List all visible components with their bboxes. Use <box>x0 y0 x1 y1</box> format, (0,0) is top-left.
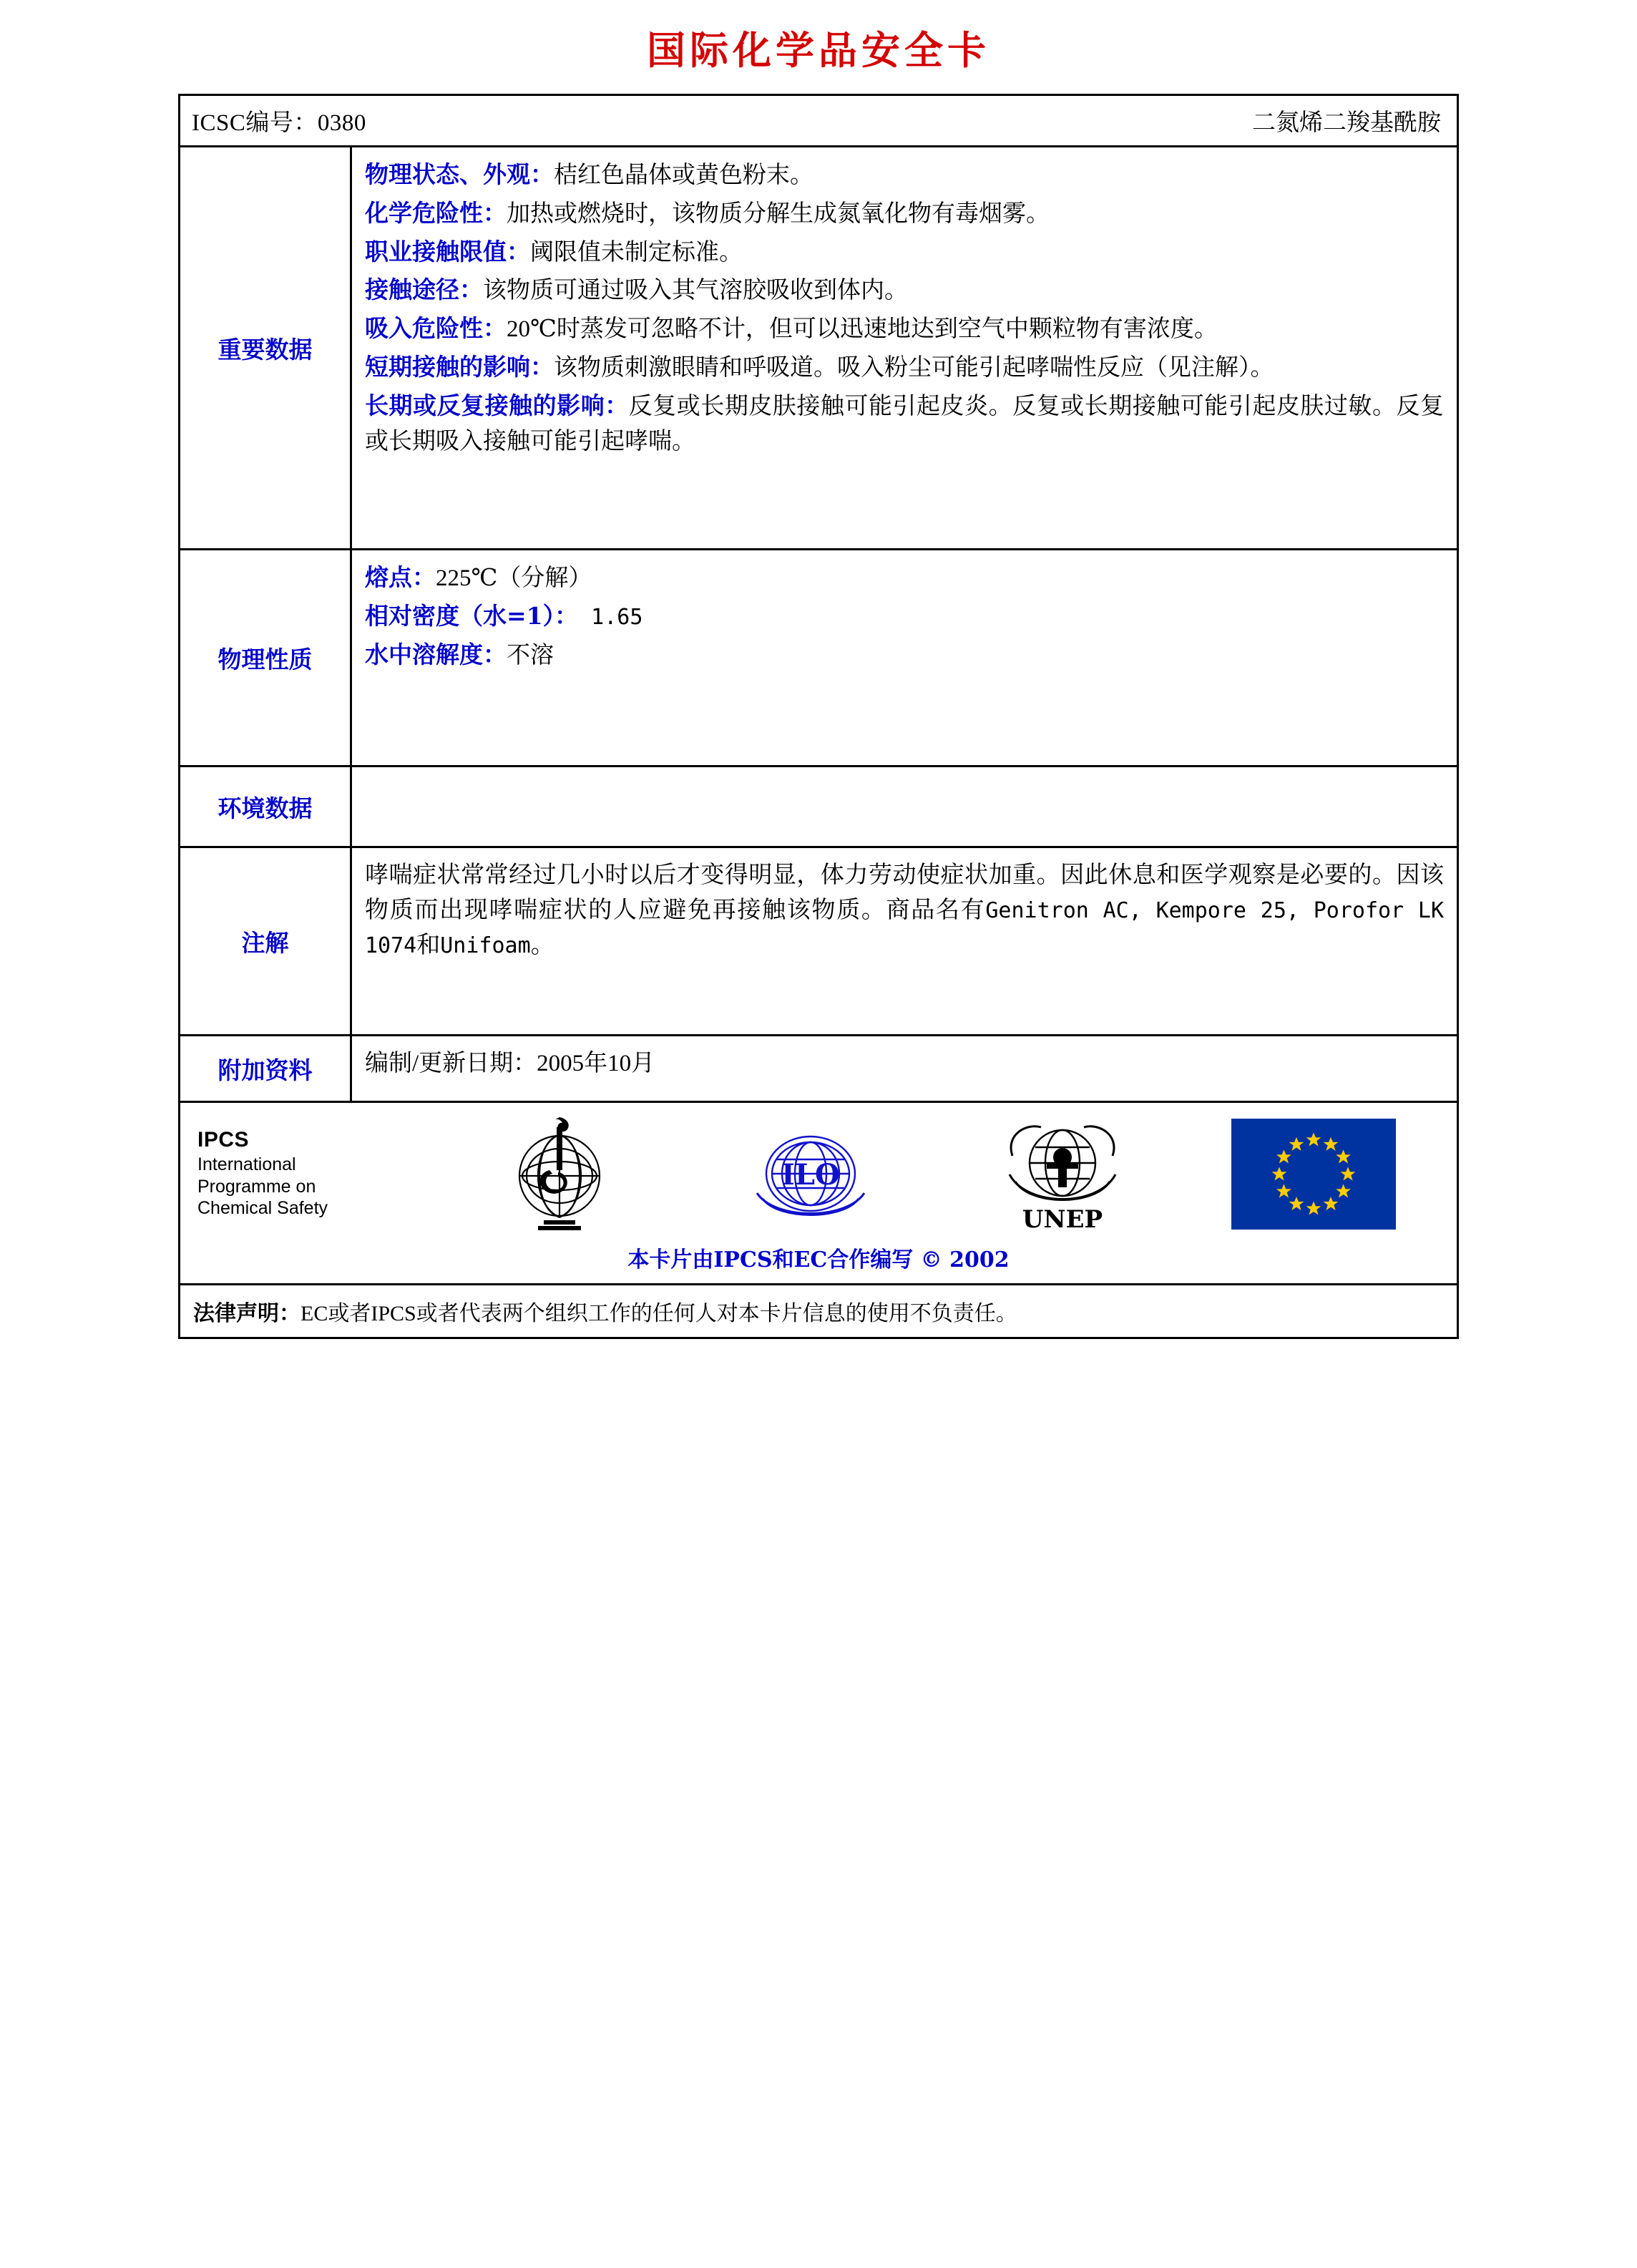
unep-logo-slot <box>937 1113 1188 1235</box>
ilo-logo <box>736 1113 886 1235</box>
who-logo <box>488 1113 631 1235</box>
section-notes <box>180 848 1457 1036</box>
ipcs-acronym: IPCS <box>197 1128 250 1152</box>
section-content-environmental-data <box>352 767 1457 846</box>
ipcs-text-block <box>197 1128 434 1220</box>
section-label-additional-info: 附加资料 <box>180 1036 352 1101</box>
legal-notice <box>180 1285 1457 1337</box>
entry-term: 长期或反复接触的影响： <box>365 391 629 419</box>
entry-term: 化学危险性： <box>365 198 507 227</box>
entry-term: 编制/更新日期： <box>365 1051 537 1076</box>
entry-physical-state <box>365 157 1444 193</box>
entry-routes-of-exposure <box>365 273 1444 308</box>
section-label-important-data: 重要数据 <box>180 147 352 548</box>
entry-chemical-dangers <box>365 196 1444 232</box>
icsc-number: 0380 <box>317 110 366 136</box>
entry-term: 相对密度（水=1）： <box>365 601 579 630</box>
entry-text: 不溶 <box>507 642 554 668</box>
page <box>0 20 1637 1339</box>
ilo-logo-slot <box>685 1113 937 1235</box>
icsc-card <box>178 94 1459 1339</box>
entry-term: 熔点： <box>365 563 436 591</box>
section-content-additional-info <box>352 1036 1457 1101</box>
footer-logos-top <box>180 1103 1457 1237</box>
footer-logos-row <box>180 1103 1457 1285</box>
section-physical-properties <box>180 550 1457 767</box>
entry-term: 职业接触限值： <box>365 237 530 266</box>
icsc-number-block <box>192 104 366 137</box>
entry-inhalation-risk <box>365 311 1444 347</box>
eu-flag <box>1231 1119 1396 1230</box>
notes-paragraph <box>365 858 1444 963</box>
entry-text: 加热或燃烧时，该物质分解生成氮氧化物有毒烟雾。 <box>507 200 1050 227</box>
unep-label: UNEP <box>1022 1205 1103 1234</box>
section-important-data <box>180 147 1457 550</box>
entry-text: 该物质可通过吸入其气溶胶吸收到体内。 <box>483 278 908 304</box>
entry-text: 1.65 <box>578 604 643 630</box>
entry-relative-density <box>365 599 1444 635</box>
entry-term: 物理状态、外观： <box>365 160 554 188</box>
footer-logos-inner <box>180 1103 1457 1283</box>
page-title: 国际化学品安全卡 <box>647 27 990 73</box>
section-environmental-data <box>180 767 1457 848</box>
entry-term: 短期接触的影响： <box>365 353 554 381</box>
entry-term: 吸入危险性： <box>365 314 507 343</box>
notes-text: 哮喘症状常常经过几小时以后才变得明显，体力劳动使症状加重。因此休息和医学观察是必要的。因该物质而出现哮喘症状的人应避免再接触该物质。商品名有 <box>365 862 1444 923</box>
entry-term: 水中溶解度： <box>365 640 507 668</box>
section-label-environmental-data: 环境数据 <box>180 767 352 846</box>
who-logo-slot <box>434 1113 685 1235</box>
notes-text-tail: 和 <box>416 932 441 958</box>
notes-text-end: 。 <box>530 932 554 958</box>
entry-text: 225℃（分解） <box>436 565 592 591</box>
entry-text: 2005年10月 <box>537 1051 655 1076</box>
section-content-notes <box>352 848 1457 1034</box>
entry-long-term-effects <box>365 389 1444 459</box>
notes-tradenames-2: Unifoam <box>440 933 531 958</box>
svg-text:ILO: ILO <box>781 1158 841 1192</box>
entry-text: 桔红色晶体或黄色粉末。 <box>554 162 813 188</box>
entry-text: 反复或长期皮肤接触可能引起皮炎。反复或长期接触可能引起皮肤过敏。反复或长期吸入接触可能引起哮喘。 <box>365 393 1445 454</box>
entry-text: 20℃时蒸发可忽略不计，但可以迅速地达到空气中颗粒物有害浓度。 <box>507 316 1218 343</box>
entry-water-solubility <box>365 638 1444 673</box>
section-label-notes: 注解 <box>180 848 352 1034</box>
section-additional-info <box>180 1036 1457 1103</box>
legal-label: 法律声明： <box>193 1301 300 1326</box>
entry-term: 接触途径： <box>365 276 483 304</box>
section-label-physical-properties: 物理性质 <box>180 550 352 765</box>
footer-credit: 本卡片由IPCS和EC合作编写 © 2002 <box>627 1247 1010 1272</box>
entry-text: 该物质刺激眼睛和呼吸道。吸入粉尘可能引起哮喘性反应（见注解）。 <box>554 355 1274 381</box>
ipcs-full-name <box>197 1154 434 1220</box>
entry-melting-point <box>365 560 1444 596</box>
section-content-important-data <box>352 147 1457 548</box>
entry-text: 阈限值未制定标准。 <box>530 239 743 266</box>
entry-exposure-limits <box>365 235 1444 271</box>
legal-text: EC或者IPCS或者代表两个组织工作的任何人对本卡片信息的使用不负责任。 <box>300 1302 1017 1325</box>
ipcs-full-line-2: Programme on <box>197 1176 316 1197</box>
entry-revision-date <box>365 1046 1444 1081</box>
icsc-label: ICSC编号： <box>192 110 318 136</box>
card-header <box>180 96 1457 147</box>
ipcs-full-line-3: Chemical Safety <box>197 1198 328 1219</box>
entry-short-term-effects <box>365 350 1444 386</box>
eu-flag-slot <box>1188 1119 1440 1230</box>
unep-logo <box>984 1113 1141 1235</box>
notes-tradenames: Genitron AC, Kempore 25, Porofor LK 1074 <box>365 897 1445 958</box>
ipcs-full-line-1: International <box>197 1154 296 1175</box>
substance-name: 二氮烯二羧基酰胺 <box>1252 110 1441 136</box>
section-content-physical-properties <box>352 550 1457 765</box>
